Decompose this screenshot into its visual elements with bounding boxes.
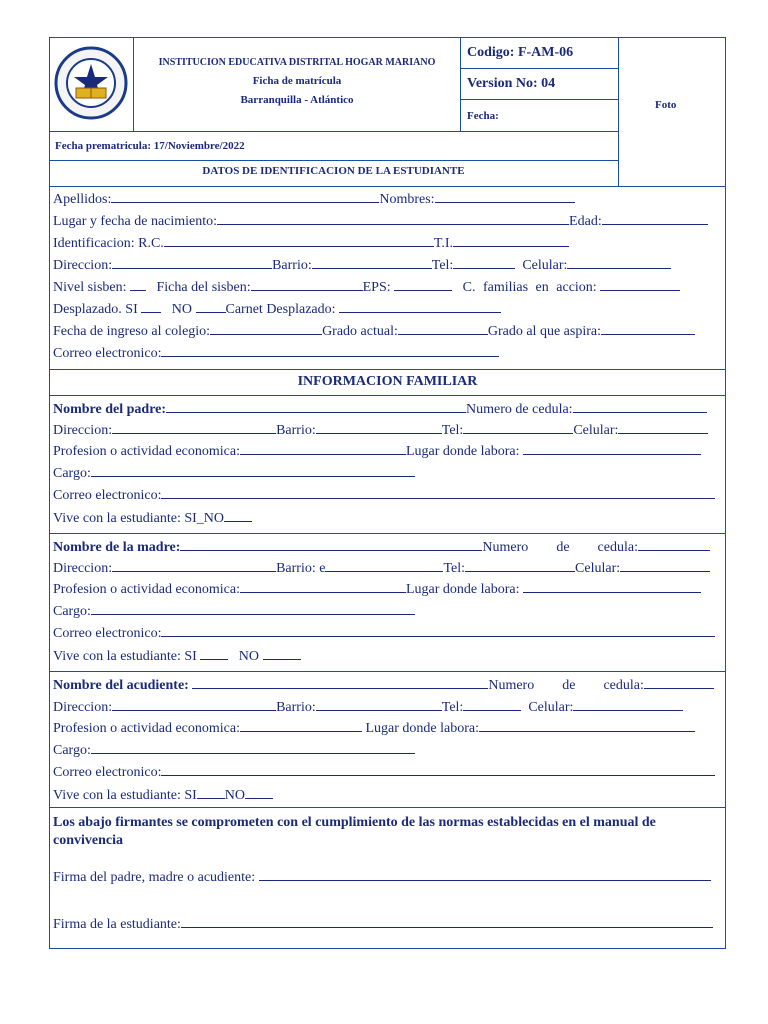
label-correo: Correo electronico: (53, 346, 162, 361)
field-ti[interactable] (453, 232, 569, 247)
field-padre-profesion[interactable] (240, 440, 406, 455)
section-student-title: DATOS DE IDENTIFICACION DE LA ESTUDIANTE (202, 165, 465, 177)
field-tel[interactable] (453, 254, 515, 269)
field-padre-labora[interactable] (523, 440, 701, 455)
label-tel: Tel: (431, 258, 454, 273)
label-madre-cargo: Cargo: (53, 604, 91, 619)
label-padre-direccion: Direccion: (53, 423, 113, 438)
row-acudiente-cargo (53, 739, 725, 760)
field-acudiente-celular[interactable] (573, 696, 683, 711)
section-family-title: INFORMACION FAMILIAR (297, 374, 478, 389)
row-acudiente-correo (53, 761, 725, 782)
row-correo (53, 342, 725, 363)
row-acudiente-profesion (53, 717, 725, 738)
row-padre-vive (53, 507, 725, 528)
label-acudiente-correo: Correo electronico: (53, 765, 162, 780)
label-nivel-sisben: Nivel sisben: (53, 280, 127, 295)
field-madre-vive-no[interactable] (263, 645, 301, 660)
label-direccion: Direccion: (53, 258, 113, 273)
photo-label: Foto (655, 99, 677, 111)
label-madre-direccion: Direccion: (53, 561, 113, 576)
label-nombres: Nombres: (379, 192, 435, 207)
field-nombres[interactable] (435, 188, 575, 203)
form-date-label: Fecha: (467, 110, 499, 122)
label-madre-cedula: cedula: (597, 540, 638, 555)
label-madre-tel: Tel: (443, 561, 466, 576)
field-padre[interactable] (166, 398, 466, 413)
label-ti: T.I. (433, 236, 453, 251)
field-madre-tel[interactable] (465, 557, 575, 572)
field-celular[interactable] (567, 254, 671, 269)
field-barrio[interactable] (312, 254, 432, 269)
row-padre-direccion (53, 419, 725, 440)
label-acudiente-profesion: Profesion o actividad economica: (53, 721, 240, 736)
field-madre-cargo[interactable] (91, 600, 415, 615)
row-firma-estudiante (53, 913, 725, 934)
label-carnet: Carnet Desplazado: (225, 302, 336, 317)
label-lugar-fecha: Lugar y fecha de nacimiento: (53, 214, 218, 229)
label-desplazado-si: Desplazado. SI (53, 302, 138, 317)
field-madre-cedula[interactable] (638, 536, 710, 551)
label-ingreso: Fecha de ingreso al colegio: (53, 324, 211, 339)
label-padre: Nombre del padre: (53, 402, 167, 417)
label-madre-labora: Lugar donde labora: (406, 582, 520, 597)
row-direccion (53, 254, 725, 275)
field-padre-barrio[interactable] (316, 419, 442, 434)
field-padre-cargo[interactable] (91, 462, 415, 477)
row-madre-profesion (53, 578, 725, 599)
field-padre-direccion[interactable] (112, 419, 276, 434)
label-madre-profesion: Profesion o actividad economica: (53, 582, 240, 597)
label-grado-actual: Grado actual: (322, 324, 398, 339)
row-acudiente (53, 674, 725, 695)
label-padre-labora: Lugar donde labora: (406, 444, 520, 459)
label-firma-padre: Firma del padre, madre o acudiente: (53, 870, 256, 885)
field-acudiente-barrio[interactable] (316, 696, 442, 711)
field-acudiente-tel[interactable] (463, 696, 521, 711)
row-madre-correo (53, 622, 725, 643)
field-acudiente-vive-no[interactable] (245, 784, 273, 799)
label-grado-aspira: Grado al que aspira: (487, 324, 601, 339)
field-ficha-sisben[interactable] (251, 276, 363, 291)
label-padre-vive: Vive con la estudiante: SI_NO (53, 511, 225, 526)
field-rc[interactable] (164, 232, 434, 247)
field-firma-padre[interactable] (259, 866, 711, 881)
row-sisben (53, 276, 725, 297)
field-madre-correo[interactable] (161, 622, 715, 637)
field-lugar-fecha[interactable] (217, 210, 569, 225)
form-title: Ficha de matrícula (252, 75, 342, 87)
label-celular: Celular: (522, 258, 568, 273)
label-acudiente-de: de (562, 678, 576, 693)
row-nacimiento (53, 210, 725, 231)
label-barrio: Barrio: (272, 258, 312, 273)
field-acudiente-vive-si[interactable] (197, 784, 225, 799)
label-madre-de: de (556, 540, 570, 555)
label-acudiente-vive-no: NO (224, 788, 246, 803)
label-ficha-sisben: Ficha del sisben: (156, 280, 251, 295)
row-padre-profesion (53, 440, 725, 461)
field-correo[interactable] (161, 342, 499, 357)
label-edad: Edad: (569, 214, 602, 229)
label-padre-cedula: Numero de cedula: (466, 402, 573, 417)
form-version: Version No: 04 (467, 76, 556, 91)
school-logo (54, 44, 128, 122)
field-grado-actual[interactable] (398, 320, 488, 335)
label-padre-correo: Correo electronico: (53, 488, 162, 503)
label-madre-correo: Correo electronico: (53, 626, 162, 641)
field-eps[interactable] (394, 276, 452, 291)
field-ingreso[interactable] (210, 320, 322, 335)
row-ingreso (53, 320, 725, 341)
row-padre (53, 398, 725, 419)
label-padre-barrio: Barrio: (276, 423, 316, 438)
field-acudiente[interactable] (192, 674, 488, 689)
label-eps: EPS: (362, 280, 391, 295)
label-familias: C. familias en accion: (462, 280, 597, 295)
row-madre (53, 536, 725, 557)
field-grado-aspira[interactable] (601, 320, 695, 335)
label-desplazado-no: NO (171, 302, 192, 317)
label-acudiente-vive-si: Vive con la estudiante: SI (53, 788, 197, 803)
field-padre-tel[interactable] (463, 419, 573, 434)
field-acudiente-labora[interactable] (479, 717, 695, 732)
field-firma-estudiante[interactable] (181, 913, 713, 928)
label-padre-cargo: Cargo: (53, 466, 91, 481)
form-code: Codigo: F-AM-06 (467, 45, 574, 60)
city: Barranquilla - Atlántico (240, 94, 354, 106)
label-acudiente-direccion: Direccion: (53, 700, 113, 715)
field-padre-correo[interactable] (161, 484, 715, 499)
row-padre-correo (53, 484, 725, 505)
label-acudiente-barrio: Barrio: (276, 700, 316, 715)
row-acudiente-direccion (53, 696, 725, 717)
label-acudiente-celular: Celular: (528, 700, 574, 715)
label-madre-celular: Celular: (575, 561, 621, 576)
row-firma-padre (53, 866, 725, 887)
label-apellidos: Apellidos: (53, 192, 112, 207)
field-madre-profesion[interactable] (240, 578, 406, 593)
field-madre-vive-si[interactable] (200, 645, 228, 660)
row-desplazado (53, 298, 725, 319)
row-madre-direccion (53, 557, 725, 578)
label-madre: Nombre de la madre: (53, 540, 181, 555)
field-acudiente-cedula[interactable] (644, 674, 714, 689)
label-madre-vive-si: Vive con la estudiante: SI (53, 649, 197, 664)
field-padre-cedula[interactable] (573, 398, 707, 413)
field-padre-celular[interactable] (618, 419, 708, 434)
row-acudiente-vive (53, 784, 725, 805)
label-acudiente-tel: Tel: (441, 700, 464, 715)
field-nivel-sisben[interactable] (130, 276, 146, 291)
row-apellidos (53, 188, 725, 209)
field-acudiente-correo[interactable] (161, 761, 715, 776)
label-acudiente-cargo: Cargo: (53, 743, 91, 758)
label-acudiente-numero: Numero (488, 678, 535, 693)
label-acudiente: Nombre del acudiente: (53, 678, 189, 693)
field-padre-vive[interactable] (224, 507, 252, 522)
field-madre-direccion[interactable] (112, 557, 276, 572)
row-madre-vive (53, 645, 725, 666)
field-edad[interactable] (602, 210, 708, 225)
field-desplazado-no[interactable] (196, 298, 226, 313)
field-madre-barrio[interactable] (325, 557, 443, 572)
institution-name: INSTITUCION EDUCATIVA DISTRITAL HOGAR MARIANO (158, 57, 436, 68)
field-madre-labora[interactable] (523, 578, 701, 593)
commitment-text: Los abajo firmantes se comprometen con el cumplimiento de las normas establecidas en el manual de convivencia (53, 815, 656, 848)
field-familias[interactable] (600, 276, 680, 291)
field-acudiente-direccion[interactable] (112, 696, 276, 711)
field-desplazado-si[interactable] (141, 298, 161, 313)
label-padre-celular: Celular: (573, 423, 619, 438)
label-padre-profesion: Profesion o actividad economica: (53, 444, 240, 459)
field-acudiente-cargo[interactable] (91, 739, 415, 754)
label-padre-tel: Tel: (441, 423, 464, 438)
label-madre-numero: Numero (482, 540, 529, 555)
field-apellidos[interactable] (111, 188, 379, 203)
field-acudiente-profesion[interactable] (240, 717, 362, 732)
field-madre[interactable] (180, 536, 482, 551)
label-acudiente-cedula: cedula: (603, 678, 644, 693)
row-padre-cargo (53, 462, 725, 483)
label-acudiente-labora: Lugar donde labora: (365, 721, 480, 736)
label-madre-vive-no: NO (238, 649, 260, 664)
label-firma-estudiante: Firma de la estudiante: (53, 917, 181, 932)
field-madre-celular[interactable] (620, 557, 710, 572)
row-identificacion (53, 232, 725, 253)
field-direccion[interactable] (112, 254, 272, 269)
prematricula-date: Fecha prematricula: 17/Noviembre/2022 (55, 140, 245, 152)
field-carnet[interactable] (339, 298, 501, 313)
label-madre-barrio: Barrio: e (276, 561, 326, 576)
row-madre-cargo (53, 600, 725, 621)
label-rc: Identificacion: R.C. (53, 236, 164, 251)
